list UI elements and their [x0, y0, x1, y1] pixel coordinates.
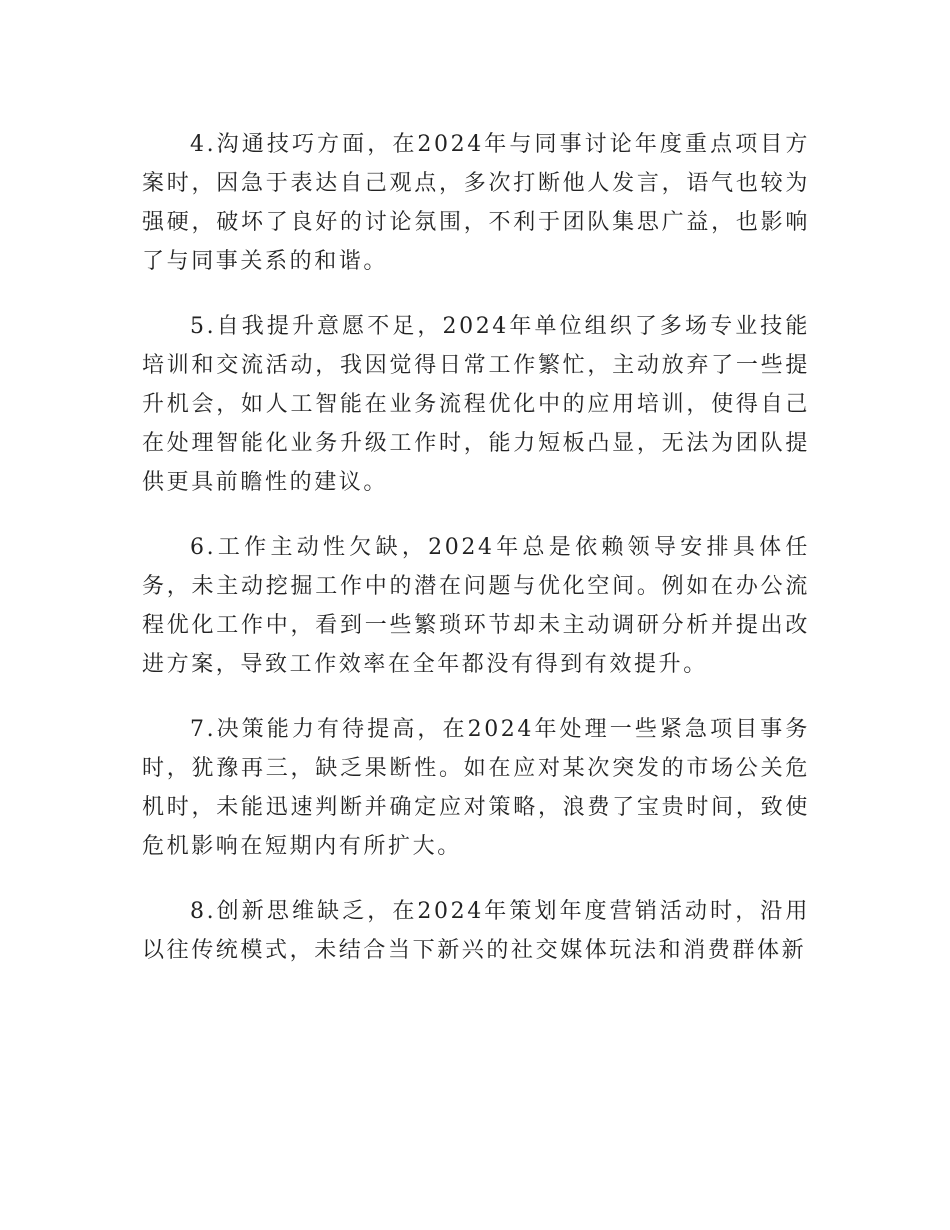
document-body	[142, 125, 810, 996]
paragraph-innovative-thinking: 8.创新思维缺乏，在2024年策划年度营销活动时，沿用以往传统模式，未结合当下新兴的社交媒体玩法和消费群体新	[142, 899, 810, 963]
paragraph-self-improvement: 5.自我提升意愿不足，2024年单位组织了多场专业技能培训和交流活动，我因觉得日常工作繁忙，主动放弃了一些提升机会，如人工智能在业务流程优化中的应用培训，使得自己在处理智能化业务升级工作时，能力短板凸显，无法为团队提供更具前瞻性的建议。	[142, 314, 810, 495]
paragraph-work-initiative: 6.工作主动性欠缺，2024年总是依赖领导安排具体任务，未主动挖掘工作中的潜在问题与优化空间。例如在办公流程优化工作中，看到一些繁琐环节却未主动调研分析并提出改进方案，导致工作效率在全年都没有得到有效提升。	[142, 535, 810, 677]
paragraph-communication-skills: 4.沟通技巧方面，在2024年与同事讨论年度重点项目方案时，因急于表达自己观点，多次打断他人发言，语气也较为强硬，破坏了良好的讨论氛围，不利于团队集思广益，也影响了与同事关系的和谐。	[142, 132, 810, 274]
paragraph-decision-making: 7.决策能力有待提高，在2024年处理一些紧急项目事务时，犹豫再三，缺乏果断性。如在应对某次突发的市场公关危机时，未能迅速判断并确定应对策略，浪费了宝贵时间，致使危机影响在短期内有所扩大。	[142, 717, 810, 859]
